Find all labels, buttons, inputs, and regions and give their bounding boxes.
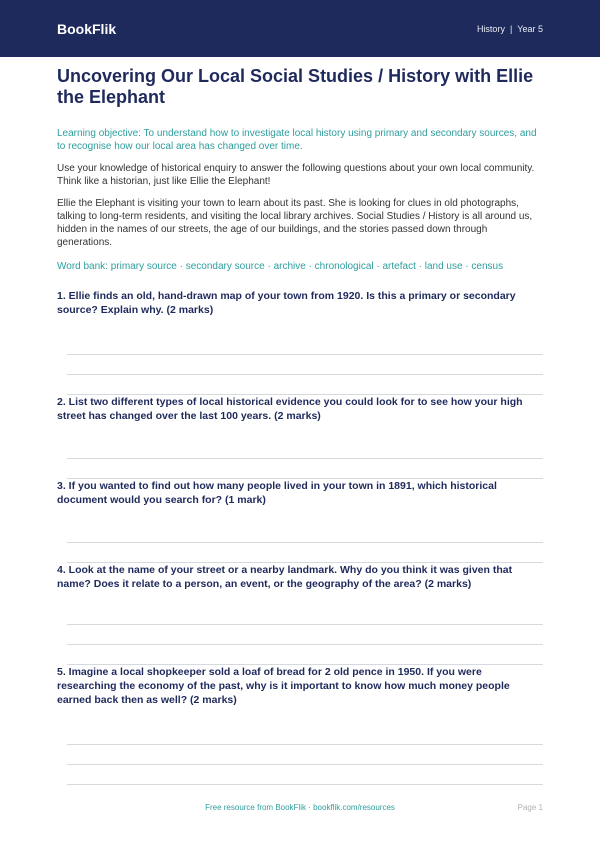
answer-line[interactable] (67, 439, 543, 459)
footer-source-link[interactable]: Free resource from BookFlik · bookflik.com/resources (205, 803, 395, 812)
question-block-5 (57, 665, 543, 785)
question-block-4 (57, 563, 543, 665)
question-block-3 (57, 479, 543, 563)
answer-line[interactable] (67, 355, 543, 375)
brand-logo: BookFlik (57, 20, 117, 37)
page-number: Page 1 (517, 803, 543, 812)
answer-line[interactable] (67, 459, 543, 479)
header-bar (0, 0, 600, 57)
answer-line[interactable] (67, 605, 543, 625)
learning-objective: Learning objective: To understand how to investigate local history using primary and secondary sources, and to recognise how our local area has changed over time. (57, 128, 537, 152)
answer-line[interactable] (67, 375, 543, 395)
question-2: 2. List two different types of local historical evidence you could look for to see how your high street has changed over the last 100 years. (2 marks) (57, 396, 523, 422)
subject-year-label (477, 24, 543, 34)
page-footer (0, 803, 600, 815)
question-block-1 (57, 289, 543, 395)
meta-divider: | (509, 23, 513, 34)
year-label: Year 5 (517, 23, 543, 34)
answer-line[interactable] (67, 523, 543, 543)
subject-label: History (476, 23, 505, 34)
page-title: Uncovering Our Local Social Studies / History with Ellie the Elephant (57, 66, 534, 107)
question-5: 5. Imagine a local shopkeeper sold a loaf of bread for 2 old pence in 1950. If you were researching the economy of the past, why is it important to know how much money people earned back then as well? (2 marks) (57, 666, 510, 706)
answer-line[interactable] (67, 625, 543, 645)
answer-line[interactable] (67, 543, 543, 563)
word-bank: Word bank: primary source · secondary source · archive · chronological · artefact · land use · census (57, 261, 504, 272)
worksheet-content (57, 66, 543, 785)
question-4: 4. Look at the name of your street or a nearby landmark. Why do you think it was given that name? Does it relate to a person, an event, or the geography of the area? (2 marks) (57, 564, 513, 590)
question-3: 3. If you wanted to find out how many people lived in your town in 1891, which historical document would you search for? (1 mark) (57, 480, 497, 506)
question-1: 1. Ellie finds an old, hand-drawn map of your town from 1920. Is this a primary or secondary source? Explain why. (2 marks) (57, 290, 516, 316)
question-block-2 (57, 395, 543, 479)
answer-line[interactable] (67, 645, 543, 665)
story-paragraph: Ellie the Elephant is visiting your town to learn about its past. She is looking for clues in old photographs, talking to long-term residents, and visiting the local library archives. Social Studies / History is all around us, hidden in the names of our streets, the age of our buildings, and the stories passed down through generations. (57, 198, 533, 248)
answer-line[interactable] (67, 765, 543, 785)
answer-line[interactable] (67, 725, 543, 745)
intro-paragraph: Use your knowledge of historical enquiry to answer the following questions about your own local community. Think like a historian, just like Ellie the Elephant! (57, 163, 535, 187)
answer-line[interactable] (67, 335, 543, 355)
answer-line[interactable] (67, 745, 543, 765)
